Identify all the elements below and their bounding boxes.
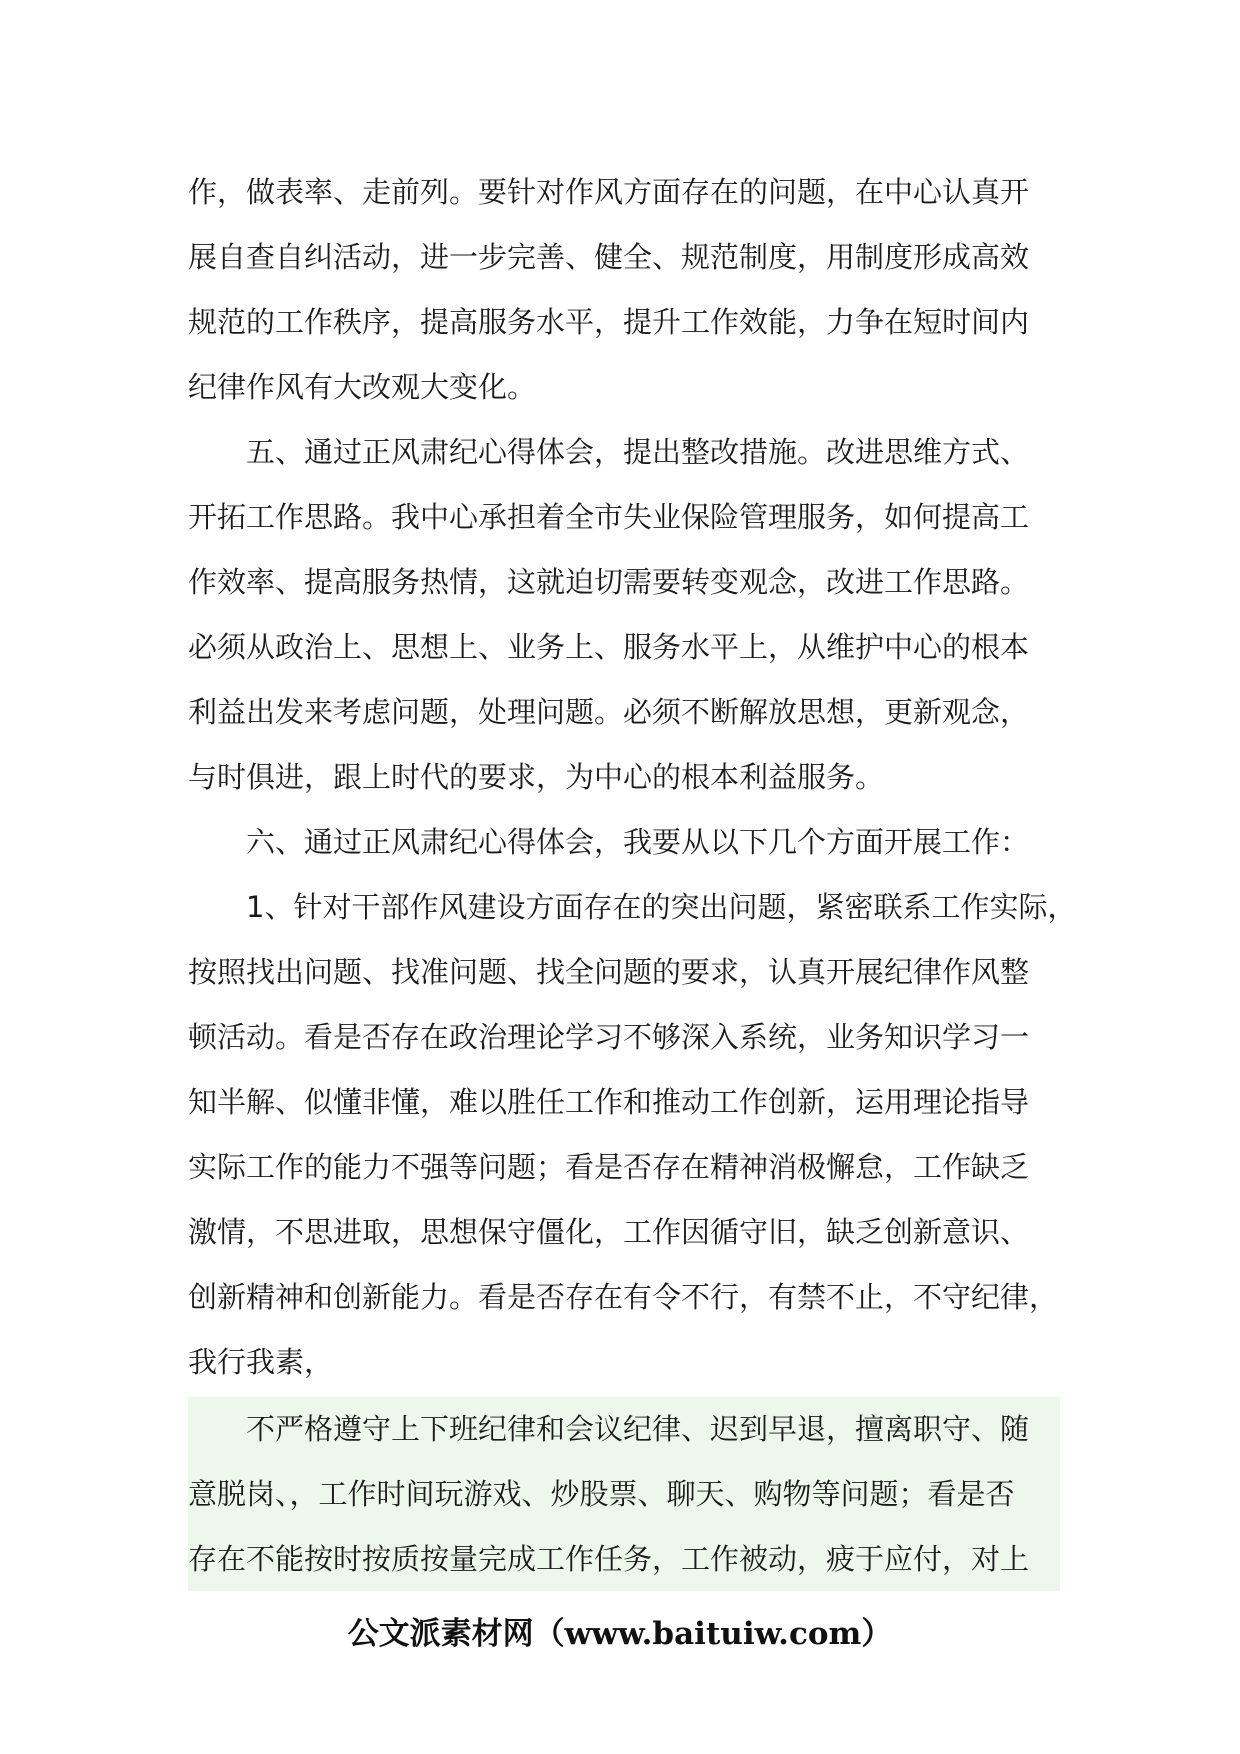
- text-line: 开拓工作思路。我中心承担着全市失业保险管理服务，如何提高工: [188, 500, 1030, 534]
- text-line: 存在不能按时按质按量完成工作任务，工作被动，疲于应付，对上: [188, 1542, 1030, 1576]
- text-line: 知半解、似懂非懂，难以胜任工作和推动工作创新，运用理论指导: [188, 1085, 1030, 1119]
- text-line: 作效率、提高服务热情，这就迫切需要转变观念，改进工作思路。: [188, 565, 1030, 599]
- text-line: 规范的工作秩序，提高服务水平，提升工作效能，力争在短时间内: [188, 305, 1030, 339]
- text-line: 按照找出问题、找准问题、找全问题的要求，认真开展纪律作风整: [188, 955, 1030, 989]
- text-line: 我行我素，: [188, 1345, 334, 1379]
- text-line: 六、通过正风肃纪心得体会，我要从以下几个方面开展工作：: [246, 825, 1030, 859]
- text-line: 展自查自纠活动，进一步完善、健全、规范制度，用制度形成高效: [188, 240, 1030, 274]
- text-line: 激情，不思进取，思想保守僵化，工作因循守旧，缺乏创新意识、: [188, 1215, 1030, 1249]
- text-line: 纪律作风有大改观大变化。: [188, 370, 537, 404]
- text-line: 创新精神和创新能力。看是否存在有令不行，有禁不止，不守纪律，: [188, 1280, 1059, 1314]
- text-line: 顿活动。看是否存在政治理论学习不够深入系统，业务知识学习一: [188, 1020, 1030, 1054]
- text-line: 作，做表率、走前列。要针对作风方面存在的问题，在中心认真开: [188, 175, 1030, 209]
- body-text: [188, 160, 1077, 1395]
- text-line: 实际工作的能力不强等问题；看是否存在精神消极懈怠，工作缺乏: [188, 1150, 1030, 1184]
- text-line: 五、通过正风肃纪心得体会，提出整改措施。改进思维方式、: [246, 435, 1030, 469]
- footer-watermark: 公文派素材网（www.baituiw.com）: [347, 1616, 893, 1652]
- text-line: 必须从政治上、思想上、业务上、服务水平上，从维护中心的根本: [188, 630, 1030, 664]
- text-line: 不严格遵守上下班纪律和会议纪律、迟到早退，擅离职守、随: [246, 1412, 1030, 1446]
- highlighted-text: [188, 1397, 1048, 1592]
- text-line: 意脱岗、，工作时间玩游戏、炒股票、聊天、购物等问题；看是否: [188, 1477, 1015, 1511]
- text-line: 1、针对干部作风建设方面存在的突出问题，紧密联系工作实际，: [246, 890, 1077, 924]
- text-line: 与时俱进，跟上时代的要求，为中心的根本利益服务。: [188, 760, 885, 794]
- text-line: 利益出发来考虑问题，处理问题。必须不断解放思想，更新观念，: [188, 695, 1030, 729]
